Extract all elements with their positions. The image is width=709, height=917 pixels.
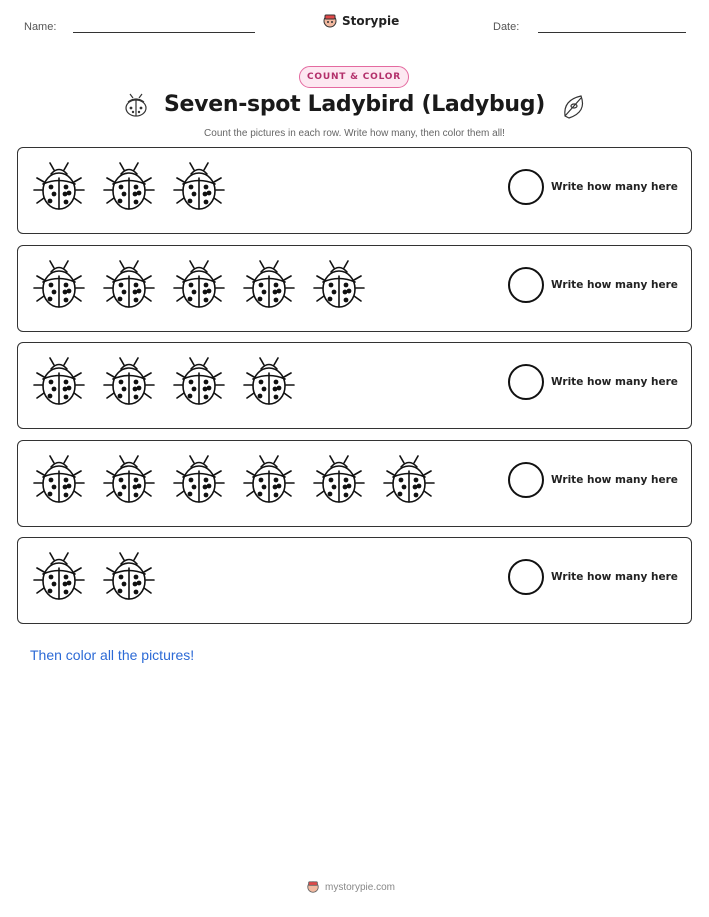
footer-url: mystorypie.com [325,881,396,893]
answer-circle[interactable] [508,169,544,205]
brand [322,13,399,29]
answer-label: Write how many here [551,376,678,388]
ladybug-picture-icon[interactable] [172,453,226,507]
ladybug-picture-icon[interactable] [32,355,86,409]
leaf-icon [559,92,589,122]
ladybug-picture-icon[interactable] [32,550,86,604]
ladybug-picture-icon[interactable] [32,160,86,214]
ladybug-picture-icon[interactable] [32,453,86,507]
answer-label: Write how many here [551,571,678,583]
footer [306,880,395,894]
activity-badge: COUNT & COLOR [299,66,409,88]
ladybug-picture-icon[interactable] [312,453,366,507]
ladybug-picture-icon[interactable] [102,453,156,507]
ladybug-picture-icon[interactable] [102,355,156,409]
ladybug-picture-icon[interactable] [172,258,226,312]
ladybug-picture-icon[interactable] [102,258,156,312]
brand-name: Storypie [342,14,400,28]
answer-circle[interactable] [508,559,544,595]
date-label: Date: [493,21,520,33]
count-row [17,342,692,429]
name-line[interactable] [73,32,255,33]
answer-label: Write how many here [551,474,678,486]
instructions-subtitle: Count the pictures in each row. Write how many, then color them all! [204,128,505,139]
ladybug-picture-icon[interactable] [172,160,226,214]
answer-circle[interactable] [508,267,544,303]
ladybug-picture-icon[interactable] [32,258,86,312]
count-row [17,440,692,527]
ladybug-picture-icon[interactable] [242,258,296,312]
count-row [17,537,692,624]
name-label: Name: [24,21,57,33]
storypie-mascot-icon [306,880,320,894]
ladybug-picture-icon[interactable] [382,453,436,507]
answer-label: Write how many here [551,181,678,193]
count-row [17,245,692,332]
answer-label: Write how many here [551,279,678,291]
answer-circle[interactable] [508,462,544,498]
ladybug-picture-icon[interactable] [312,258,366,312]
count-row [17,147,692,234]
storypie-mascot-icon [322,13,338,29]
ladybug-picture-icon[interactable] [102,160,156,214]
page-title: Seven-spot Ladybird (Ladybug) [164,92,545,117]
ladybug-picture-icon[interactable] [242,355,296,409]
date-line[interactable] [538,32,686,33]
color-instruction: Then color all the pictures! [30,647,195,663]
answer-circle[interactable] [508,364,544,400]
ladybug-picture-icon[interactable] [172,355,226,409]
ladybug-picture-icon[interactable] [242,453,296,507]
ladybug-picture-icon[interactable] [102,550,156,604]
